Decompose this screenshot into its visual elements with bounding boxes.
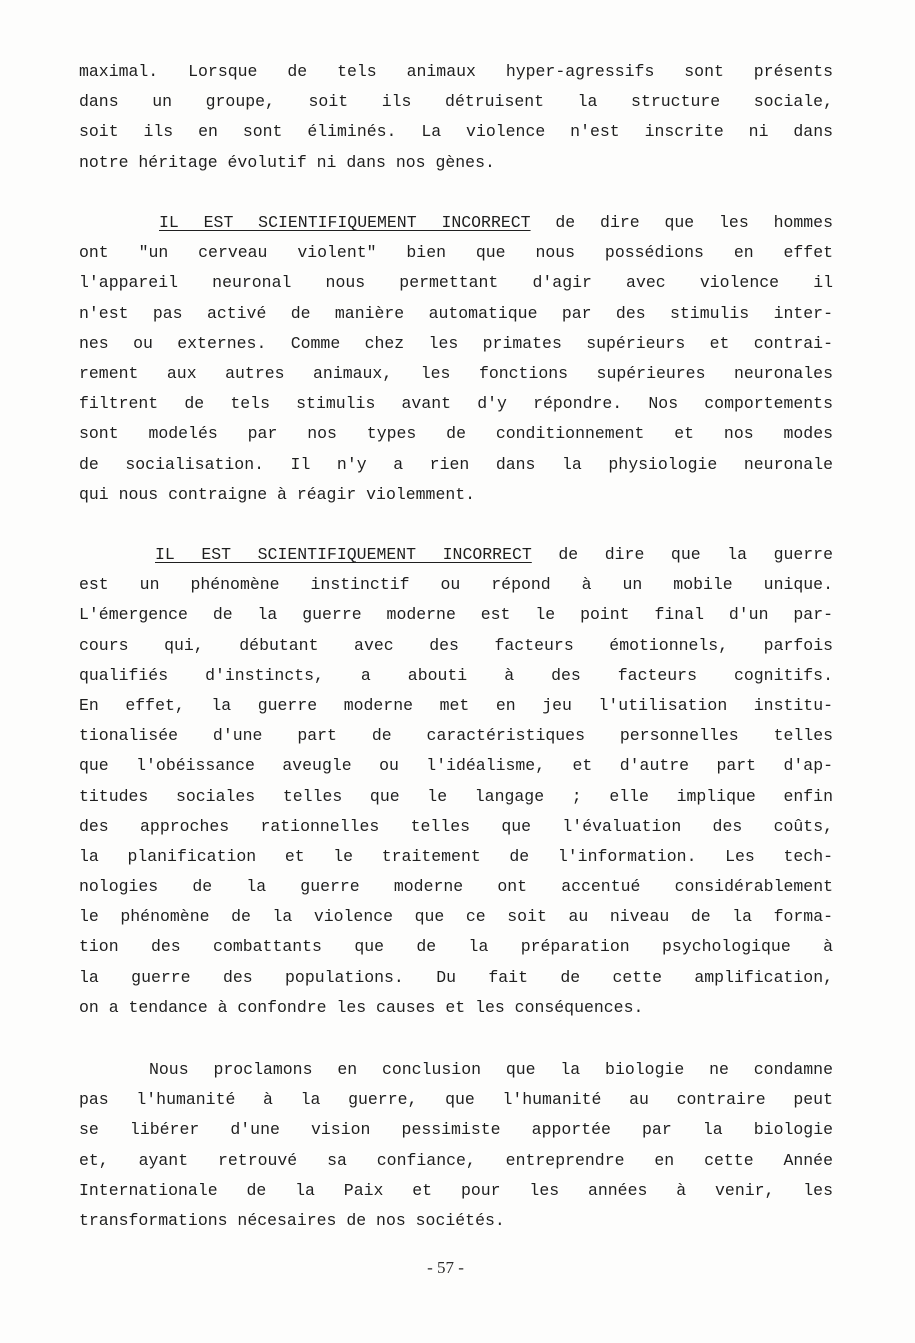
text-line: est un phénomène instinctif ou répond à un mobile unique. (79, 575, 833, 595)
text-line: des approches rationnelles telles que l'évaluation des coûts, (79, 816, 833, 836)
text-line: tion des combattants que de la préparation psychologique à (79, 937, 833, 957)
text-line (79, 208, 833, 238)
text-line: le phénomène de la violence que ce soit au niveau de la forma- (79, 907, 833, 927)
underlined-statement: IL EST SCIENTIFIQUEMENT INCORRECT (155, 545, 532, 564)
page-number-text: - 57 - (427, 1258, 464, 1277)
text-line: soit ils en sont éliminés. La violence n'est inscrite ni dans (79, 122, 833, 142)
text-line: ont "un cerveau violent" bien que nous possédions en effet (79, 243, 833, 263)
text-line: pas l'humanité à la guerre, que l'humanité au contraire peut (79, 1090, 833, 1110)
text-line: n'est pas activé de manière automatique par des stimulis inter- (79, 303, 833, 323)
text-line: qualifiés d'instincts, a abouti à des facteurs cognitifs. (79, 665, 833, 685)
text-line: Nous proclamons en conclusion que la biologie ne condamne (149, 1060, 833, 1079)
line-remainder: de dire que la guerre (531, 545, 833, 564)
text-line: cours qui, débutant avec des facteurs émotionnels, parfois (79, 635, 833, 655)
text-line: titudes sociales telles que le langage ; elle implique enfin (79, 786, 833, 806)
text-line: filtrent de tels stimulis avant d'y répondre. Nos comportements (79, 394, 833, 414)
text-line: nologies de la guerre moderne ont accentué considérablement (79, 877, 833, 897)
text-line: l'appareil neuronal nous permettant d'agir avec violence il (79, 273, 833, 293)
text-line: de socialisation. Il n'y a rien dans la physiologie neuronale (79, 454, 833, 474)
text-line (79, 540, 833, 570)
text-line: nes ou externes. Comme chez les primates supérieurs et contrai- (79, 333, 833, 353)
text-line: L'émergence de la guerre moderne est le point final d'un par- (79, 605, 833, 625)
text-line: et, ayant retrouvé sa confiance, entreprendre en cette Année (79, 1150, 833, 1170)
text-line: que l'obéissance aveugle ou l'idéalisme, et d'autre part d'ap- (79, 756, 833, 776)
text-line: on a tendance à confondre les causes et les conséquences. (79, 997, 644, 1017)
text-line: rement aux autres animaux, les fonctions supérieures neuronales (79, 363, 833, 383)
underlined-statement: IL EST SCIENTIFIQUEMENT INCORRECT (159, 213, 531, 232)
paragraph-conclusion (79, 1055, 833, 1236)
text-line: tionalisée d'une part de caractéristiques personnelles telles (79, 726, 833, 746)
paragraph-guerre-instinct (79, 540, 833, 1023)
paragraph-heritage (79, 57, 833, 178)
paragraph-cerveau-violent (79, 208, 833, 510)
text-line: la planification et le traitement de l'information. Les tech- (79, 846, 833, 866)
text-line: Internationale de la Paix et pour les années à venir, les (79, 1180, 833, 1200)
page-number (0, 1253, 915, 1283)
line-remainder: de dire que les hommes (530, 213, 833, 232)
text-line: En effet, la guerre moderne met en jeu l'utilisation institu- (79, 695, 833, 715)
text-line: sont modelés par nos types de conditionnement et nos modes (79, 424, 833, 444)
text-line: dans un groupe, soit ils détruisent la structure sociale, (79, 92, 833, 112)
text-line: se libérer d'une vision pessimiste apportée par la biologie (79, 1120, 833, 1140)
text-line: qui nous contraigne à réagir violemment. (79, 484, 476, 504)
text-line: la guerre des populations. Du fait de cette amplification, (79, 967, 833, 987)
text-line: maximal. Lorsque de tels animaux hyper-agressifs sont présents (79, 62, 833, 81)
text-line: notre héritage évolutif ni dans nos gènes. (79, 152, 495, 172)
text-line: transformations nécesaires de nos sociétés. (79, 1210, 505, 1230)
